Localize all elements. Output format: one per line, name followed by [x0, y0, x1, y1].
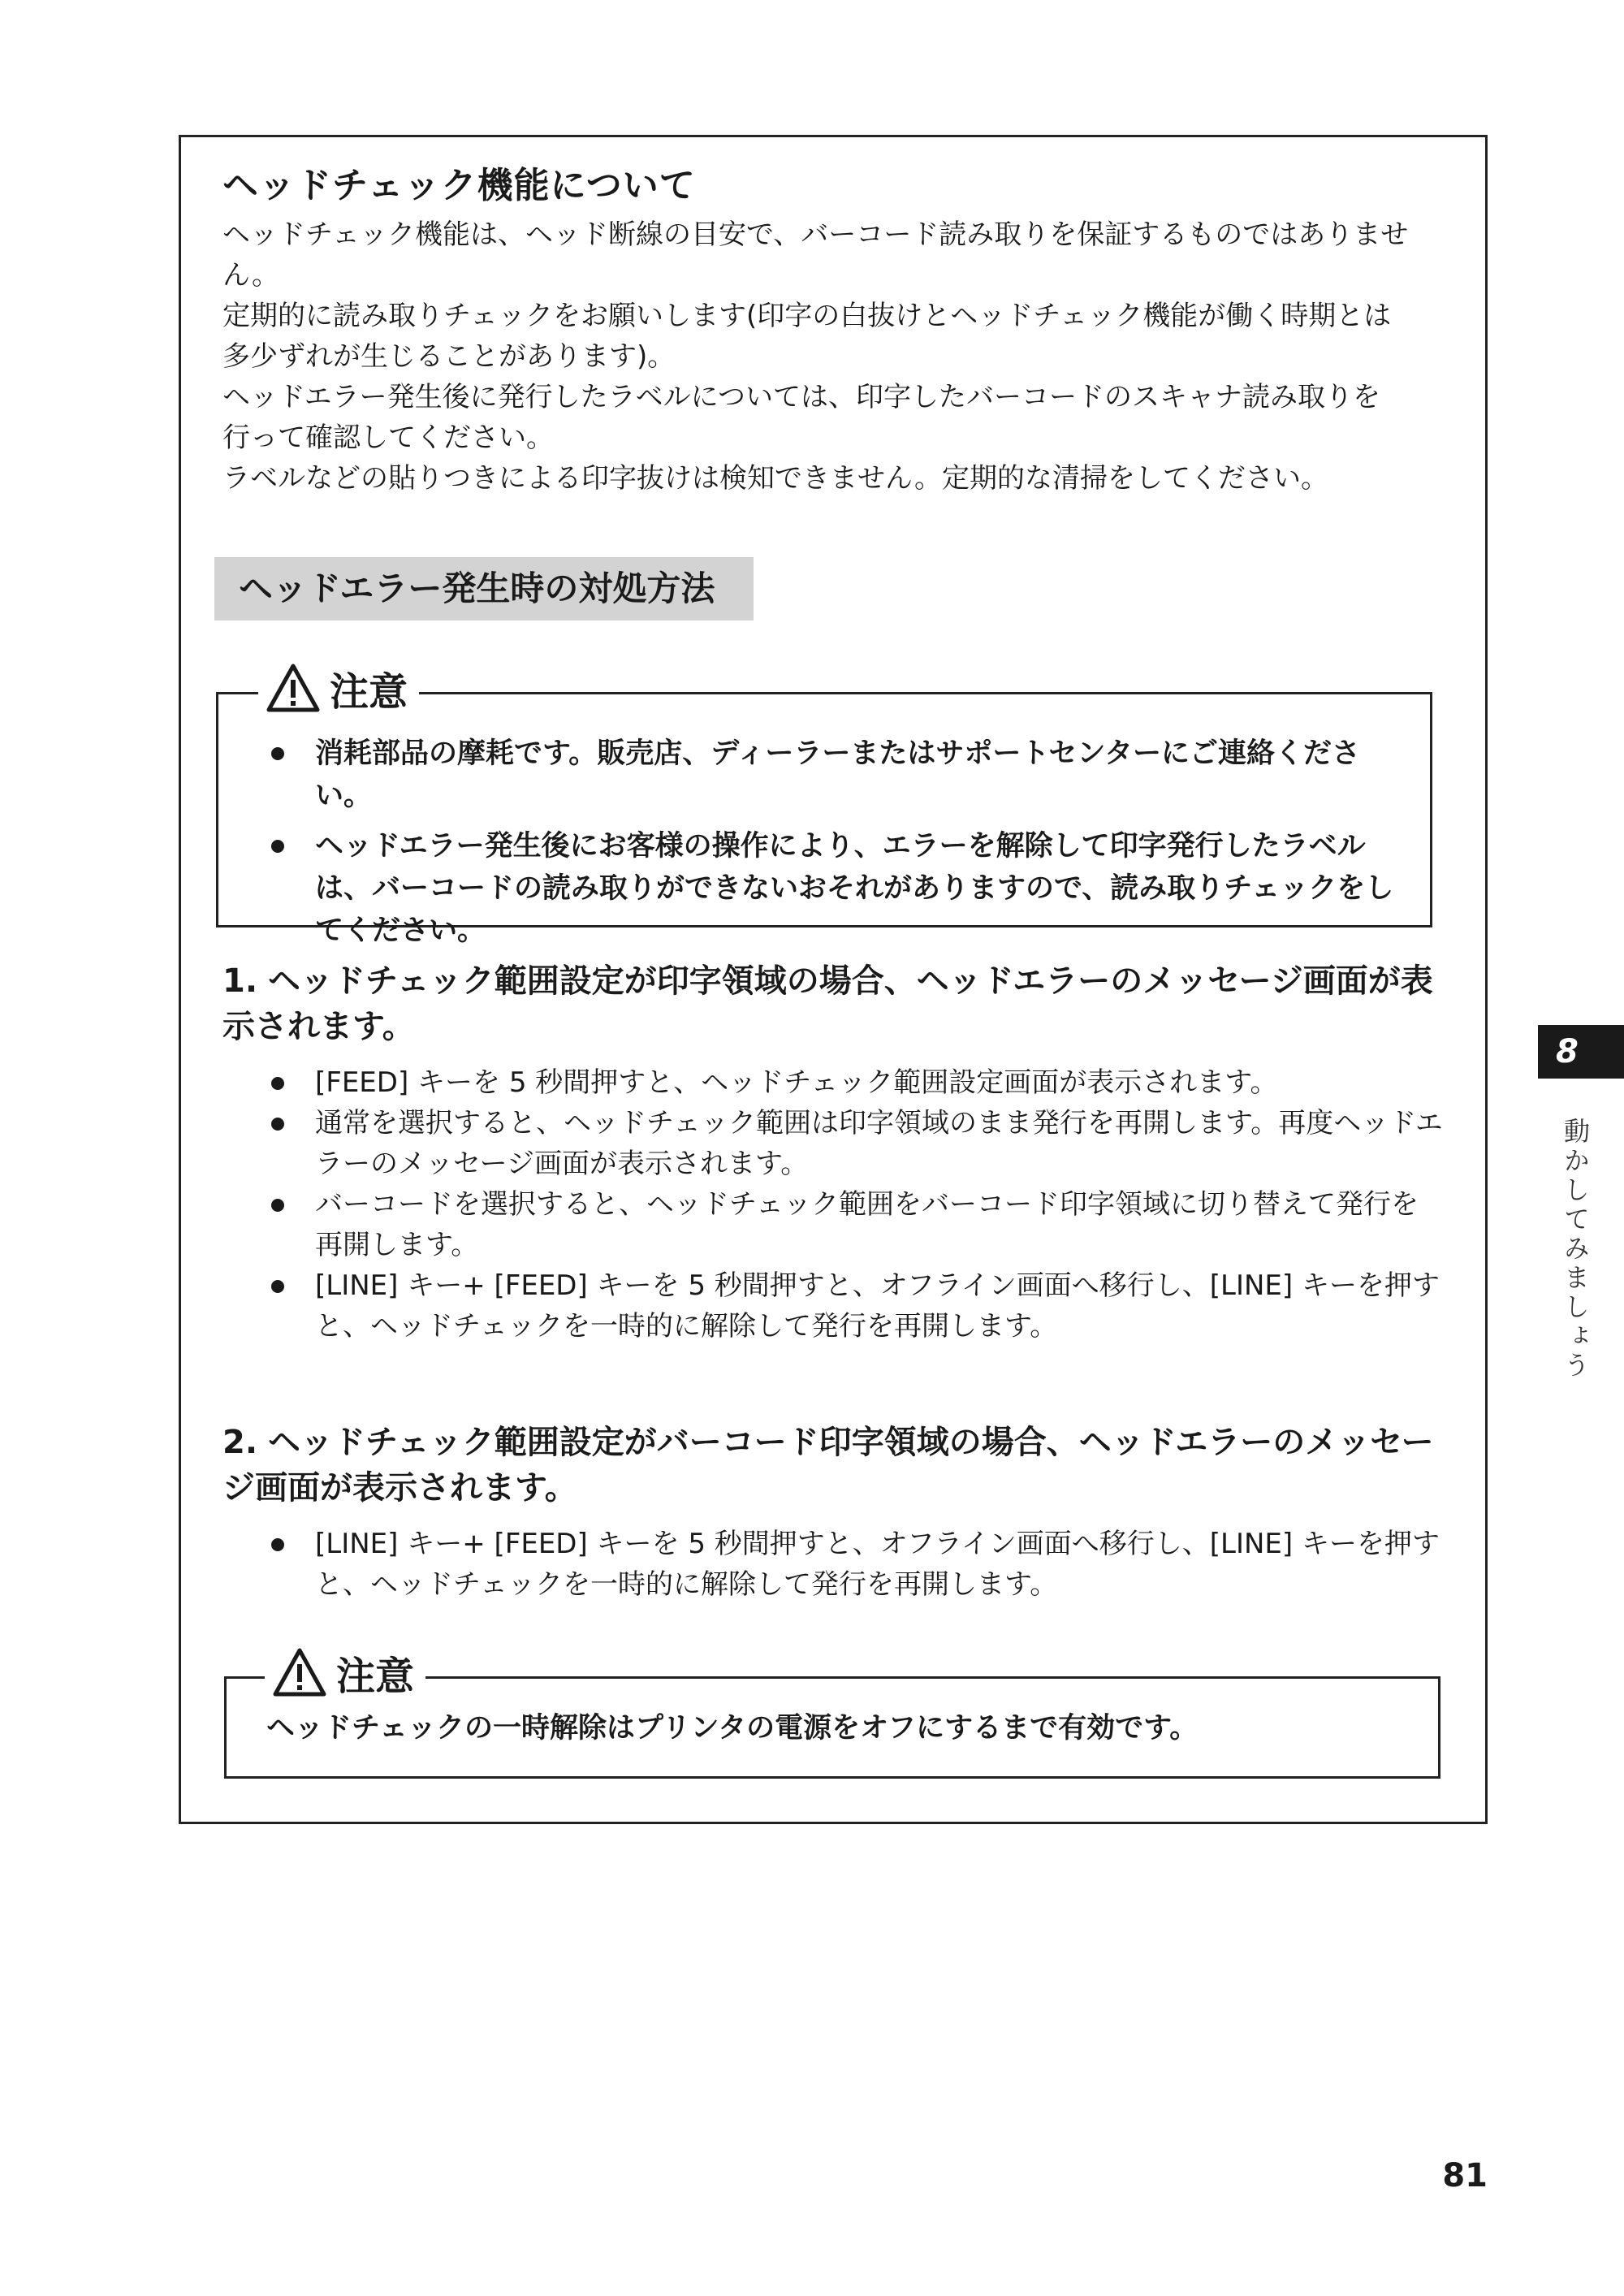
caution-item: 消耗部品の摩耗です。販売店、ディーラーまたはサポートセンターにご連絡ください。 [268, 733, 1405, 817]
step-1-heading [222, 958, 1440, 1049]
caution-heading [258, 659, 419, 716]
head-check-title: ヘッドチェック機能について [222, 165, 696, 206]
paragraph-line: 多少ずれが生じることがあります)。 [222, 340, 676, 373]
step-2-list [268, 1524, 1444, 1605]
page-number: 81 [1442, 2157, 1488, 2194]
step-1-list [268, 1062, 1444, 1347]
step-title: ヘッドチェック範囲設定が印字領域の場合、ヘッドエラーのメッセージ画面が表示されます。 [222, 962, 1433, 1045]
paragraph-line: ヘッドエラー発生後に発行したラベルについては、印字したバーコードのスキャナ読み取りを [222, 381, 1380, 413]
caution-heading-2 [265, 1644, 425, 1701]
list-item: バーコードを選択すると、ヘッドチェック範囲をバーコード印字領域に切り替えて発行を再開します。 [268, 1184, 1444, 1265]
step-number: 2. [222, 1424, 258, 1461]
step-2-heading [222, 1420, 1440, 1511]
list-item: 通常を選択すると、ヘッドチェック範囲は印字領域のまま発行を再開します。再度ヘッドエラーのメッセージ画面が表示されます。 [268, 1103, 1444, 1184]
list-item: [FEED] キーを 5 秒間押すと、ヘッドチェック範囲設定画面が表示されます。 [268, 1062, 1444, 1103]
step-title: ヘッドチェック範囲設定がバーコード印字領域の場合、ヘッドエラーのメッセージ画面が表示されます。 [222, 1424, 1434, 1507]
paragraph-line: ヘッドチェック機能は、ヘッド断線の目安で、バーコード読み取りを保証するものではありませ [222, 218, 1409, 251]
warning-icon [273, 1648, 326, 1697]
caution-label: 注意 [336, 1653, 415, 1699]
list-item: [LINE] キー+ [FEED] キーを 5 秒間押すと、オフライン画面へ移行し、[LINE] キーを押すと、ヘッドチェックを一時的に解除して発行を再開します。 [268, 1524, 1444, 1605]
caution-item: ヘッドエラー発生後にお客様の操作により、エラーを解除して印字発行したラベルは、バーコードの読み取りができないおそれがありますので、読み取りチェックをしてください。 [268, 825, 1405, 952]
list-item: [LINE] キー+ [FEED] キーを 5 秒間押すと、オフライン画面へ移行し、[LINE] キーを押すと、ヘッドチェックを一時的に解除して発行を再開します。 [268, 1265, 1444, 1347]
head-check-paragraph [222, 214, 1440, 499]
caution-list [268, 733, 1405, 960]
warning-icon [266, 664, 320, 712]
caution-2-text: ヘッドチェックの一時解除はプリンタの電源をオフにするまで有効です。 [266, 1712, 1199, 1745]
paragraph-line: ん。 [222, 259, 280, 292]
paragraph-line: ラベルなどの貼りつきによる印字抜けは検知できません。定期的な清掃をしてください。 [222, 462, 1329, 495]
step-2 [222, 1420, 1440, 1511]
step-1 [222, 958, 1440, 1049]
caution-label: 注意 [330, 668, 408, 715]
paragraph-line: 定期的に読み取りチェックをお願いします(印字の白抜けとヘッドチェック機能が働く時期とは [222, 300, 1392, 332]
paragraph-line: 行って確認してください。 [222, 422, 554, 454]
chapter-title-vertical: 動かしてみましょう [1560, 1118, 1591, 1381]
chapter-tab: 8 [1538, 1025, 1624, 1079]
section-title: ヘッドエラー発生時の対処方法 [214, 557, 754, 620]
step-number: 1. [222, 962, 258, 1000]
